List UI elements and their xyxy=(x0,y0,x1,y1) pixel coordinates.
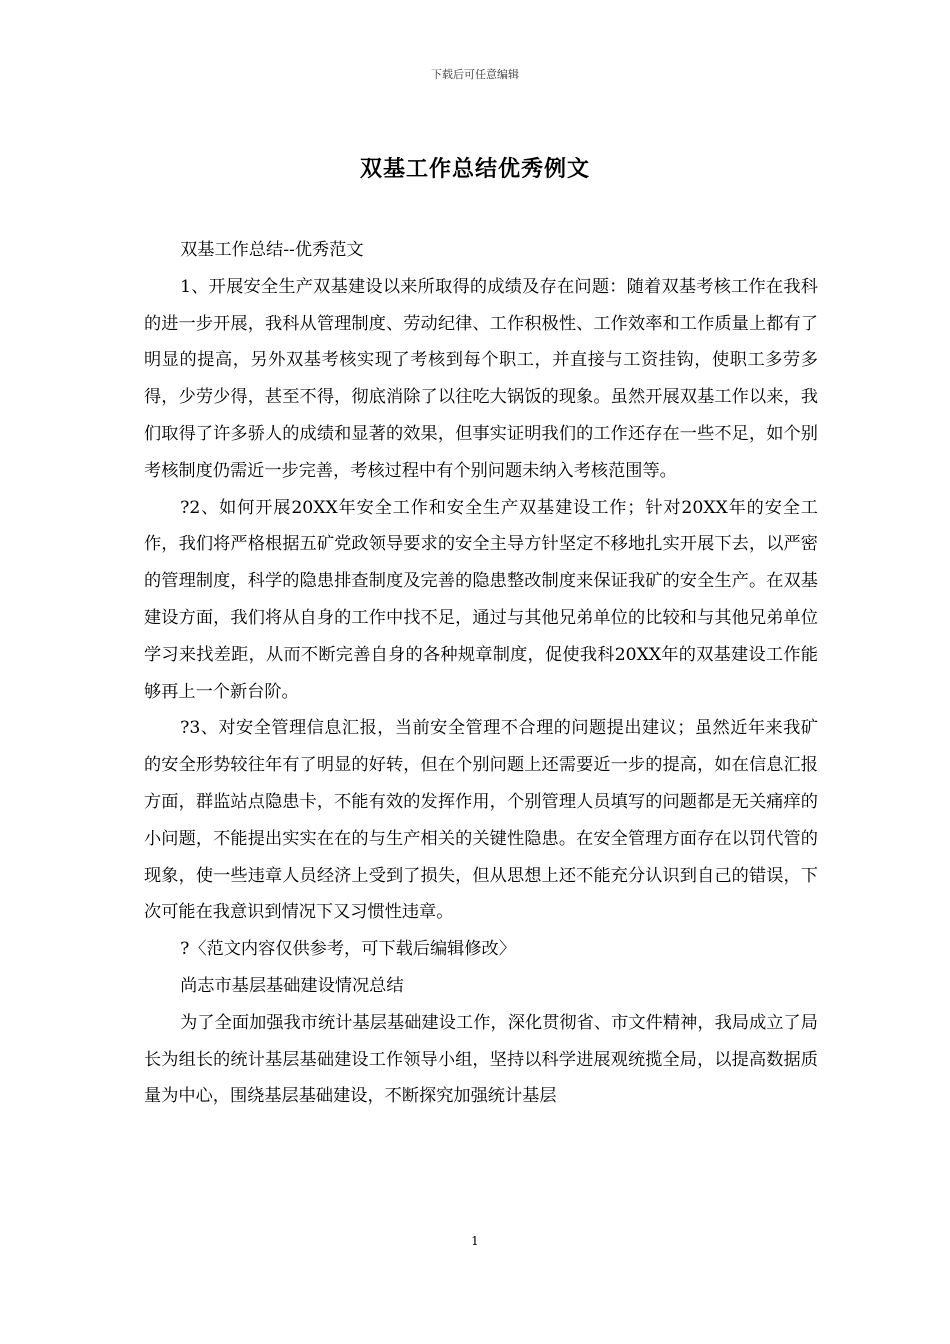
document-body xyxy=(144,232,818,1115)
paragraph-3: ?3、对安全管理信息汇报，当前安全管理不合理的问题提出建议；虽然近年来我矿的安全形势较往年有了明显的好转，但在个别问题上还需要近一步的提高，如在信息汇报方面，群监站点隐患卡，不能有效的发挥作用，个别管理人员填写的问题都是无关痛痒的小问题，不能提出实实在在的与生产相关的关键性隐患。在安全管理方面存在以罚代管的现象，使一些违章人员经济上受到了损失，但从思想上还不能充分认识到自己的错误，下次可能在我意识到情况下又习惯性违章。 xyxy=(144,718,818,923)
paragraph-section-heading: 尚志市基层基础建设情况总结 xyxy=(180,975,404,996)
document-title: 双基工作总结优秀例文 xyxy=(359,157,590,182)
paragraph-1: 1、开展安全生产双基建设以来所取得的成绩及存在问题：随着双基考核工作在我科的进一步开展，我科从管理制度、劳动纪律、工作积极性、工作效率和工作质量上都有了明显的提高，另外双基考核实现了考核到每个职工，并直接与工资挂钩，使职工多劳多得，少劳少得，甚至不得，彻底消除了以往吃大锅饭的现象。虽然开展双基工作以来，我们取得了许多骄人的成绩和显著的效果，但事实证明我们的工作还存在一些不足，如个别考核制度仍需近一步完善，考核过程中有个别问题未纳入考核范围等。 xyxy=(144,276,818,481)
page-number: 1 xyxy=(471,1234,479,1248)
paragraph-subtitle: 双基工作总结--优秀范文 xyxy=(180,240,364,260)
paragraph-2: ?2、如何开展20XX年安全工作和安全生产双基建设工作；针对20XX年的安全工作，我们将严格根据五矿党政领导要求的安全主导方针坚定不移地扎实开展下去，以严密的管理制度，科学的隐患排查制度及完善的隐患整改制度来保证我矿的安全生产。在双基建设方面，我们将从自身的工作中找不足，通过与其他兄弟单位的比较和与其他兄弟单位学习来找差距，从而不断完善自身的各种规章制度，促使我科20XX年的双基建设工作能够再上一个新台阶。 xyxy=(144,497,818,702)
paragraph-4: 为了全面加强我市统计基层基础建设工作，深化贯彻省、市文件精神，我局成立了局长为组长的统计基层基础建设工作领导小组，坚持以科学进展观统揽全局，以提高数据质量为中心，围绕基层基础建设，不断探究加强统计基层 xyxy=(144,1012,818,1107)
paragraph-note: ?〈范文内容仅供参考，可下载后编辑修改〉 xyxy=(180,939,516,960)
page-header: 下载后可任意编辑 xyxy=(431,68,519,81)
